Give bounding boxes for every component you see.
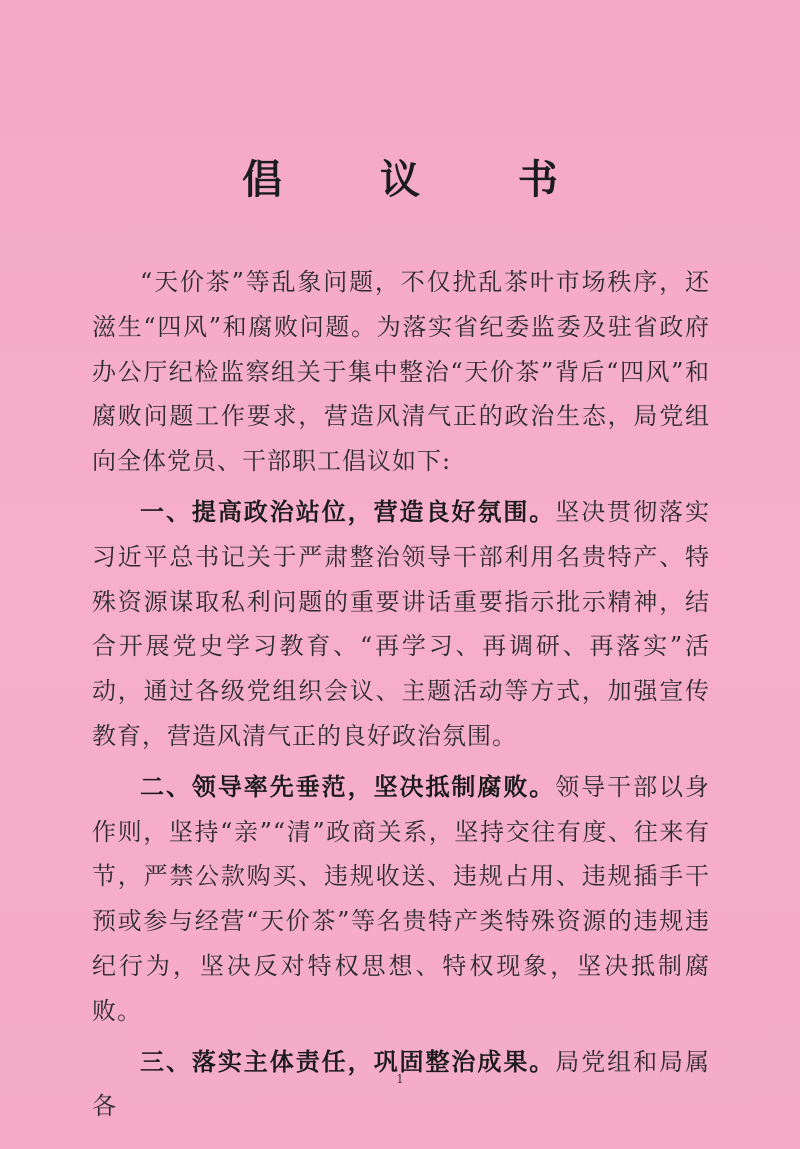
paragraph-text: “天价茶”等乱象问题，不仅扰乱茶叶市场秩序，还滋生“四风”和腐败问题。为落实省纪委监委及驻省政府办公厅纪检监察组关于集中整治“天价茶”背后“四风”和腐败问题工作要求，营造风清气正的政治生态，局党组向全体党员、干部职工倡议如下: bbox=[92, 268, 710, 476]
page-number: 1 bbox=[396, 1072, 404, 1086]
section-three-heading: 三、落实主体责任，巩固整治成果。 bbox=[140, 1047, 556, 1076]
section-three-text: 局党组和局属各 bbox=[92, 1047, 711, 1121]
section-one-text: 坚决贯彻落实习近平总书记关于严肃整治领导干部利用名贵特产、特殊资源谋取私利问题的重要讲话重要指示批示精神，结合开展党史学习教育、“再学习、再调研、再落实”活动，通过各级党组织会议、主题活动等方式，加强宣传教育，营造风清气正的良好政治氛围。 bbox=[92, 497, 711, 750]
document-body bbox=[92, 260, 710, 1129]
section-two-heading: 二、领导率先垂范，坚决抵制腐败。 bbox=[140, 772, 556, 801]
document-title: 倡 议 书 bbox=[242, 156, 600, 203]
section-one-heading: 一、提高政治站位，营造良好氛围。 bbox=[140, 497, 556, 526]
section-two-paragraph bbox=[92, 765, 710, 1034]
section-one-paragraph bbox=[92, 490, 710, 759]
intro-paragraph bbox=[92, 260, 710, 484]
section-two-text: 领导干部以身作则，坚持“亲”“清”政商关系，坚持交往有度、往来有节，严禁公款购买、违规收送、违规占用、违规插手干预或参与经营“天价茶”等名贵特产类特殊资源的违规违纪行为，坚决反对特权思想、特权现象，坚决抵制腐败。 bbox=[92, 772, 711, 1025]
